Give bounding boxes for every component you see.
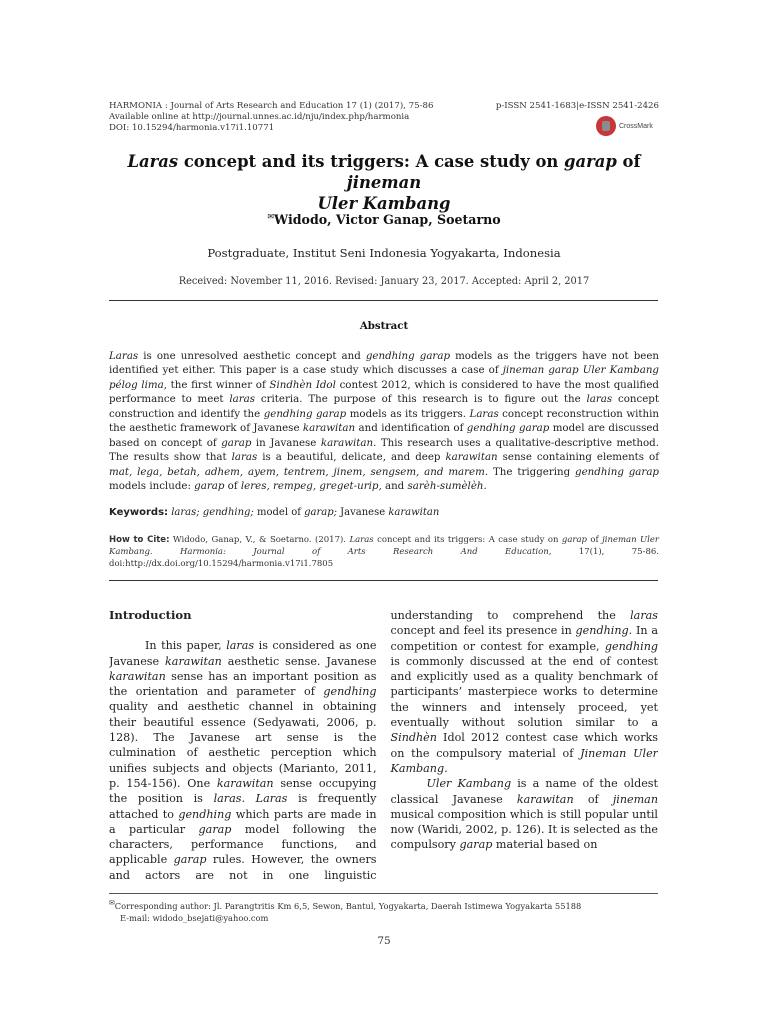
cite-span: Widodo, Ganap, V., & Soetarno. (2017). bbox=[169, 535, 350, 545]
p-span: which parts are made in a particular bbox=[109, 807, 377, 836]
p-span: gendhing bbox=[604, 639, 658, 653]
p-span: is frequently attached to bbox=[109, 792, 377, 821]
cite-span: concept and its triggers: A case study on bbox=[373, 535, 562, 545]
abs-span: models as its triggers. bbox=[346, 407, 470, 420]
section-heading: Introduction bbox=[109, 608, 192, 622]
p-span: karawitan bbox=[109, 669, 166, 683]
p-span: Uler Kambang bbox=[426, 777, 512, 791]
cite-span: of bbox=[586, 535, 603, 545]
issn: p-ISSN 2541-1683|e-ISSN 2541-2426 bbox=[495, 101, 659, 111]
abs-span: garap bbox=[221, 436, 252, 449]
page-number: 75 bbox=[377, 935, 391, 947]
abs-span: contest 2012, which is considered to have the most qualified performance to meet bbox=[109, 378, 659, 406]
kw-span: model of bbox=[253, 507, 305, 518]
footnote-email[interactable]: E-mail: widodo_bsejati@yahoo.com bbox=[120, 912, 269, 923]
p-span: Idol 2012 contest case which works on the compulsory material of bbox=[390, 731, 658, 760]
journal-header bbox=[109, 101, 659, 134]
abs-span: concept reconstruction within the aesthetic framework of Javanese bbox=[109, 407, 660, 435]
body-column-left bbox=[109, 608, 658, 884]
abstract-heading: Abstract bbox=[359, 320, 409, 332]
p-span: gendhing bbox=[323, 685, 377, 699]
p-span: laras. Laras bbox=[213, 792, 288, 806]
p-span: is a name of the oldest classical Javanese bbox=[390, 777, 658, 806]
p-span: material based on bbox=[492, 838, 598, 852]
p-span: concept and feel its presence in bbox=[390, 624, 576, 638]
p-span: In a competition or contest for example, bbox=[390, 624, 658, 653]
authors bbox=[109, 212, 659, 227]
journal-citation: HARMONIA : Journal of Arts Research and Education 17 (1) (2017), 75-86 bbox=[109, 101, 434, 111]
divider bbox=[109, 580, 658, 581]
title-part: jineman bbox=[346, 173, 422, 192]
abs-span: jineman garap Uler Kambang pélog lima, bbox=[109, 364, 659, 391]
p-span: aesthetic sense. Javanese bbox=[221, 654, 377, 668]
title-part: garap bbox=[564, 152, 617, 171]
journal-url[interactable]: Available online at http://journal.unnes.ac.id/nju/index.php/harmonia bbox=[109, 112, 410, 122]
article-doi[interactable]: DOI: 10.15294/harmonia.v17i1.10771 bbox=[109, 123, 275, 133]
p-span: In this paper, bbox=[145, 639, 227, 653]
divider bbox=[109, 300, 658, 301]
abs-span: mat, lega, betah, adhem, ayem, tentrem, jinem, sengsem, and marem. bbox=[109, 465, 489, 478]
abs-span: gendhing garap bbox=[466, 422, 550, 435]
envelope-icon: ✉ bbox=[267, 212, 275, 221]
p-span: model following the characters, performance functions, and applicable bbox=[109, 822, 377, 867]
p-span: musical composition which is still popular until now (Waridi, 2002, p. 126). It is selected as the compulsory bbox=[390, 807, 658, 852]
abs-span: in Javanese bbox=[251, 436, 321, 449]
abs-span: karawitan bbox=[445, 451, 498, 464]
abs-span: and identification of bbox=[355, 422, 467, 435]
p-span: karawitan bbox=[516, 792, 574, 806]
abs-span: sense containing elements of bbox=[497, 451, 659, 464]
abs-span: is one unresolved aesthetic concept and bbox=[138, 350, 366, 362]
abs-span: sarèh-sumèlèh. bbox=[407, 480, 487, 493]
p-span: is commonly discussed at the end of contest and explicitly used as a quality benchmark of participants’ masterpiece works to determine the winners and intensely proceed, yet eventually without solution similar to a bbox=[390, 654, 658, 730]
abs-span: The triggering bbox=[488, 465, 576, 478]
p-span: garap bbox=[173, 853, 207, 867]
cite-doi[interactable]: 17(1), 75-86. doi:http://dx.doi.org/10.15294/harmonia.v17i1.7805 bbox=[109, 547, 659, 569]
abs-span: of bbox=[224, 480, 241, 493]
abs-span: Laras bbox=[469, 407, 499, 420]
title-part: of bbox=[616, 152, 641, 171]
abs-span: models include: bbox=[109, 480, 195, 493]
abs-span: laras bbox=[231, 451, 258, 464]
abs-span: leres, rempeg, greget-urip, bbox=[240, 480, 382, 493]
paper-title bbox=[109, 151, 659, 214]
p-span: gendhing. bbox=[575, 624, 633, 638]
kw-span: laras; gendhing; bbox=[168, 507, 254, 518]
keywords-label: Keywords: bbox=[109, 507, 169, 518]
crossmark-badge[interactable] bbox=[596, 116, 653, 136]
p-span: laras bbox=[226, 639, 255, 653]
abs-span: model are discussed based on concept of bbox=[109, 422, 659, 449]
p-span: karawitan bbox=[165, 654, 222, 668]
p-span: sense has an important position as the orientation and parameter of bbox=[109, 669, 377, 699]
abs-span: concept construction and identify the bbox=[109, 393, 659, 420]
crossmark-label: CrossMark bbox=[619, 122, 653, 130]
envelope-icon: ✉ bbox=[109, 899, 115, 907]
title-part: concept and its triggers: A case study on bbox=[178, 152, 564, 171]
p-span: Sindhèn bbox=[390, 731, 437, 745]
p-span: rules. However, the owners and actors are not in one linguistic understanding to comprehend the bbox=[109, 609, 631, 882]
abs-span: This research uses a qualitative-descriptive method. The results show that bbox=[109, 436, 659, 464]
footnote-address: Corresponding author: Jl. Parangtritis Km 6,5, Sewon, Bantul, Yogyakarta, Daerah Istimewa Yogyakarta 55188 bbox=[114, 900, 582, 911]
abs-span: gendhing garap bbox=[575, 465, 659, 478]
cite-span: Laras bbox=[349, 535, 374, 545]
p-span: is considered as one Javanese bbox=[109, 639, 377, 668]
abs-span: laras bbox=[229, 393, 256, 406]
abs-span: garap bbox=[194, 480, 225, 493]
p-span: laras bbox=[630, 609, 658, 622]
p-span: garap bbox=[198, 822, 232, 836]
abs-span: Laras bbox=[109, 350, 139, 362]
p-span: garap bbox=[459, 838, 493, 852]
title-part: Laras bbox=[127, 152, 179, 171]
p-span: of bbox=[573, 792, 613, 806]
title-part: Uler Kambang bbox=[317, 194, 451, 213]
abs-span: and bbox=[381, 480, 408, 493]
abs-span: criteria. The purpose of this research is to figure out the bbox=[255, 393, 587, 406]
keywords bbox=[109, 507, 659, 518]
footnote-divider bbox=[109, 893, 658, 894]
cite-label: How to Cite: bbox=[109, 535, 170, 545]
p-span: Jineman Uler Kambang. bbox=[390, 746, 658, 775]
abs-span: gendhing garap bbox=[263, 407, 347, 420]
kw-span: garap; bbox=[304, 507, 337, 518]
p-span: sense occupying the position is bbox=[109, 776, 377, 806]
paragraph bbox=[391, 776, 659, 852]
abs-span: is a beautiful, delicate, and deep bbox=[257, 451, 446, 464]
p-span: gendhing bbox=[178, 807, 232, 821]
p-span: quality and aesthetic channel in obtaining their beautiful essence (Sedyawati, 2006, p. 128). The Javanese art sense is the culmination of aesthetic perception which unifies subjects and objects (Marianto, 2011, p. 154-156). One bbox=[109, 700, 377, 790]
abs-span: the first winner of bbox=[166, 378, 270, 391]
abs-span: karawitan. bbox=[320, 436, 377, 449]
kw-span: karawitan bbox=[388, 507, 440, 518]
crossmark-icon bbox=[596, 116, 616, 136]
p-span: jineman bbox=[612, 792, 658, 806]
abs-span: karawitan bbox=[302, 422, 356, 435]
p-span: karawitan bbox=[216, 776, 274, 790]
author-names: Widodo, Victor Ganap, Soetarno bbox=[274, 212, 501, 228]
cite-span: garap bbox=[561, 535, 587, 545]
abs-span: Sindhèn Idol bbox=[269, 378, 336, 391]
footnote bbox=[109, 897, 669, 924]
affiliation: Postgraduate, Institut Seni Indonesia Yogyakarta, Indonesia bbox=[207, 246, 561, 260]
abs-span: gendhing garap bbox=[365, 350, 451, 362]
abs-span: models as the triggers have not been identified yet either. This paper is a case study which discusses a case of bbox=[109, 350, 659, 377]
how-to-cite bbox=[109, 534, 659, 570]
abs-span: laras bbox=[586, 393, 613, 406]
cite-span: jineman Uler Kambang. Harmonia: Journal of Arts Research And Education, bbox=[109, 535, 659, 557]
article-dates: Received: November 11, 2016. Revised: January 23, 2017. Accepted: April 2, 2017 bbox=[178, 276, 590, 287]
abstract-body bbox=[109, 349, 659, 494]
kw-span: Javanese bbox=[336, 507, 389, 518]
